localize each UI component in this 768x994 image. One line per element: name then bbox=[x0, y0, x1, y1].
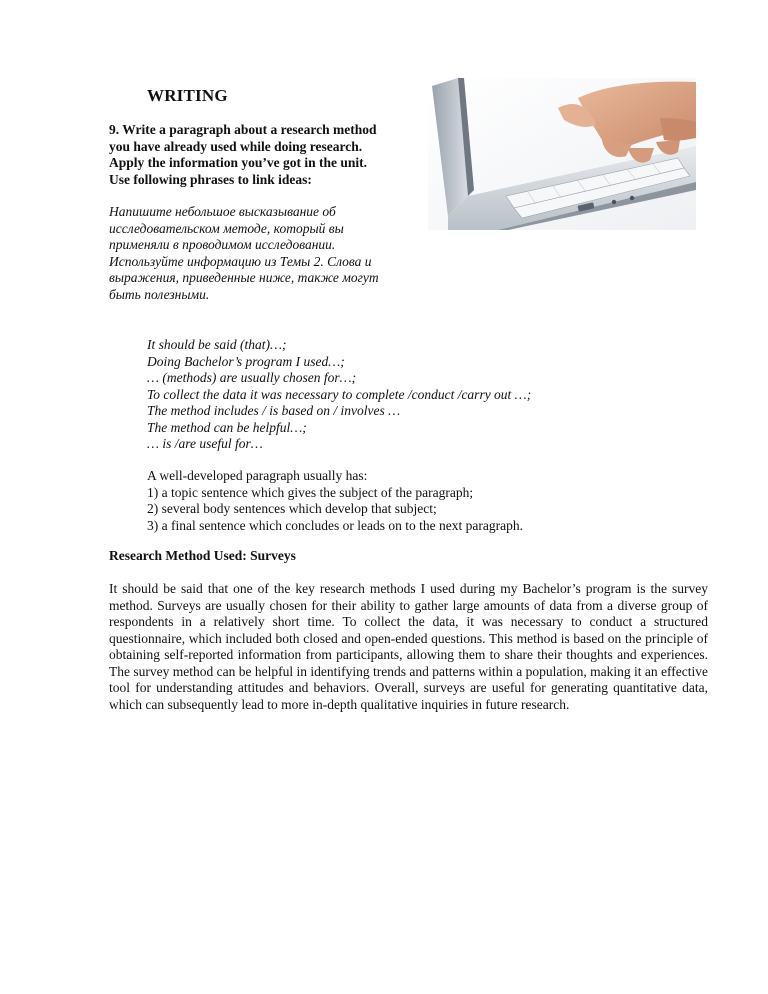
phrase-item: … (methods) are usually chosen for…; bbox=[147, 370, 357, 385]
feature-item: 1) a topic sentence which gives the subject of the paragraph; bbox=[147, 484, 474, 500]
task-instruction-ru: Напишите небольшое высказывание об исследовательском методе, который вы применяли в проводимом исследовании. Используйте информацию из Темы 2. Слова и выражения, приведенные ниже, также могут быть полезными. bbox=[109, 204, 379, 302]
features-intro: A well-developed paragraph usually has: bbox=[147, 468, 368, 483]
paragraph-features bbox=[147, 468, 707, 534]
task-instruction-en: 9. Write a paragraph about a research method you have already used while doing research. Apply the information you’ve got in the unit. Use following phrases to link ideas: bbox=[109, 122, 377, 187]
phrase-item: … is /are useful for… bbox=[147, 436, 263, 451]
phrase-item: The method includes / is based on / involves … bbox=[147, 403, 401, 418]
phrase-item: The method can be helpful…; bbox=[147, 419, 307, 435]
phrase-item: Doing Bachelor’s program I used…; bbox=[147, 353, 345, 369]
feature-item: 3) a final sentence which concludes or leads on to the next paragraph. bbox=[147, 517, 523, 533]
phrase-item: To collect the data it was necessary to complete /conduct /carry out …; bbox=[147, 386, 532, 402]
answer-paragraph: It should be said that one of the key research methods I used during my Bachelor’s program is the survey method. Surveys are usually chosen for their ability to gather large amounts of data from a diverse group of respondents in a relatively short time. To collect the data, it was necessary to conduct a structured questionnaire, which included both closed and open-ended questions. This method is based on the principle of obtaining self-reported information from participants, allowing them to share their thoughts and experiences. The survey method can be helpful in identifying trends and patterns within a population, making it an effective tool for understanding attitudes and behaviors. Overall, surveys are useful for generating quantitative data, which can subsequently lead to more in-depth qualitative inquiries in future research. bbox=[109, 581, 708, 712]
answer-title: Research Method Used: Surveys bbox=[109, 548, 296, 563]
linking-phrases-list bbox=[147, 337, 707, 453]
feature-item: 2) several body sentences which develop that subject; bbox=[147, 501, 437, 516]
phrase-item: It should be said (that)…; bbox=[147, 337, 287, 352]
section-heading: WRITING bbox=[147, 86, 228, 105]
laptop-typing-hands-photo bbox=[428, 78, 696, 230]
